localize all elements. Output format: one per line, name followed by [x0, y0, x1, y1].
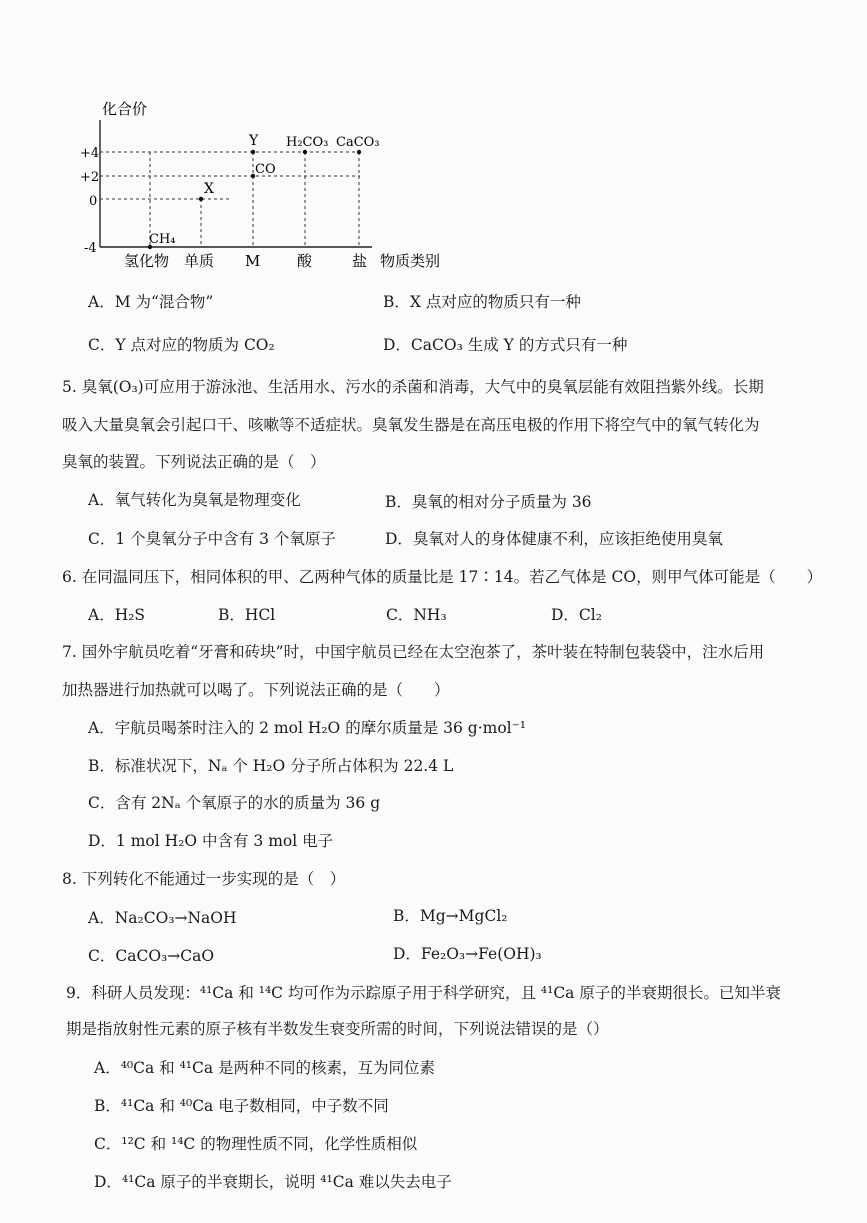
q4-option-a: A．M 为“混合物”	[88, 293, 214, 311]
q4-option-c: C．Y 点对应的物质为 CO₂	[88, 336, 275, 354]
x-category-label: 酸	[297, 252, 313, 270]
y-tick-label: 0	[89, 194, 98, 209]
q8-option-c: C．CaCO₃→CaO	[88, 947, 215, 965]
q8-option-a: A．Na₂CO₃→NaOH	[88, 909, 237, 927]
q4-option-d: D．CaCO₃ 生成 Y 的方式只有一种	[383, 336, 628, 354]
y-tick-label: +4	[80, 146, 100, 161]
point-y	[251, 150, 255, 154]
q5-option-b: B．臭氧的相对分子质量为 36	[385, 493, 592, 511]
point-label: CaCO₃	[336, 135, 380, 150]
q9-stem-line-1: 9．科研人员发现：⁴¹Ca 和 ¹⁴C 均可作为示踪原子用于科学研究，且 ⁴¹Ca 原子的半衰期很长。已知半衰	[66, 984, 781, 1002]
q5-option-c: C．1 个臭氧分子中含有 3 个氧原子	[88, 530, 336, 548]
q4-option-b: B．X 点对应的物质只有一种	[383, 293, 581, 311]
q5-option-d: D．臭氧对人的身体健康不利，应该拒绝使用臭氧	[385, 530, 723, 548]
x-category-label: 单质	[184, 252, 215, 270]
q5-option-a: A．氧气转化为臭氧是物理变化	[88, 491, 301, 509]
point-caco3	[357, 150, 361, 154]
q5-stem-line-1: 5. 臭氧(O₃)可应用于游泳池、生活用水、污水的杀菌和消毒，大气中的臭氧层能有效阻挡紫外线。长期	[62, 378, 764, 396]
q9-option-c: C．¹²C 和 ¹⁴C 的物理性质不同，化学性质相似	[94, 1135, 418, 1153]
q6-option-b: B．HCl	[218, 606, 276, 624]
y-tick-label: -4	[84, 241, 97, 256]
point-label: X	[204, 181, 214, 197]
q7-stem-line-2: 加热器进行加热就可以喝了。下列说法正确的是（ ）	[62, 681, 450, 699]
point-label: Y	[249, 133, 259, 149]
q9-option-a: A．⁴⁰Ca 和 ⁴¹Ca 是两种不同的核素，互为同位素	[94, 1059, 436, 1077]
point-label: CH₄	[149, 232, 176, 247]
x-category-label: M	[245, 252, 261, 270]
point-label: H₂CO₃	[286, 135, 329, 150]
q5-stem-line-3: 臭氧的装置。下列说法正确的是（ ）	[62, 453, 326, 471]
q7-option-b: B．标准状况下，Nₐ 个 H₂O 分子所占体积为 22.4 L	[88, 757, 454, 775]
q9-option-d: D．⁴¹Ca 原子的半衰期长，说明 ⁴¹Ca 难以失去电子	[94, 1173, 452, 1191]
valence-chart	[0, 0, 470, 285]
x-axis-title: 物质类别	[380, 252, 441, 270]
q9-stem-line-2: 期是指放射性元素的原子核有半数发生衰变所需的时间，下列说法错误的是（）	[66, 1020, 609, 1038]
q7-option-a: A．宇航员喝茶时注入的 2 mol H₂O 的摩尔质量是 36 g·mol⁻¹	[88, 719, 526, 737]
x-category-label: 盐	[352, 252, 368, 270]
q6-option-c: C．NH₃	[386, 606, 447, 624]
y-axis-title: 化合价	[102, 100, 148, 118]
y-tick-label: +2	[80, 170, 100, 185]
q8-option-b: B．Mg→MgCl₂	[393, 907, 508, 925]
q6-stem: 6. 在同温同压下，相同体积的甲、乙两种气体的质量比是 17∶14。若乙气体是 CO，则甲气体可能是（ ）	[62, 568, 823, 586]
point-label: CO	[255, 162, 276, 177]
q9-option-b: B．⁴¹Ca 和 ⁴⁰Ca 电子数相同，中子数不同	[94, 1097, 389, 1115]
q7-stem-line-1: 7. 国外宇航员吃着“牙膏和砖块”时，中国宇航员已经在太空泡茶了，茶叶装在特制包装袋中，注水后用	[62, 643, 765, 661]
q8-stem: 8. 下列转化不能通过一步实现的是（ ）	[62, 870, 346, 888]
q6-option-a: A．H₂S	[88, 606, 146, 624]
q8-option-d: D．Fe₂O₃→Fe(OH)₃	[393, 945, 542, 963]
x-category-label: 氢化物	[124, 252, 170, 270]
q7-option-c: C．含有 2Nₐ 个氧原子的水的质量为 36 g	[88, 794, 381, 812]
point-x	[199, 197, 203, 201]
q6-option-d: D．Cl₂	[551, 606, 602, 624]
q7-option-d: D．1 mol H₂O 中含有 3 mol 电子	[88, 832, 334, 850]
q5-stem-line-2: 吸入大量臭氧会引起口干、咳嗽等不适症状。臭氧发生器是在高压电极的作用下将空气中的氧气转化为	[62, 416, 760, 434]
point-h2co3	[303, 150, 307, 154]
